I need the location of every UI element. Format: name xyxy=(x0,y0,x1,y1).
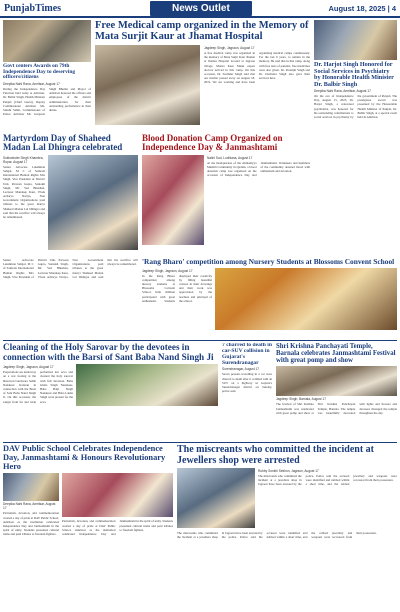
section-tag: News Outlet xyxy=(150,1,252,16)
story-body: The festival of Shri Krishna Janmashtami was celebrated with great pomp and show at Shri Krishna Panchayati Temple, Barnala. The temple was beautifully decorated with lights and flowers and devotees thronged the temple throughout the day. xyxy=(276,402,397,415)
story-photo xyxy=(314,20,397,60)
masthead xyxy=(0,0,400,18)
story-byline: Nalini Sud, Ludhiana, August 17 xyxy=(207,155,253,160)
story-photo xyxy=(215,268,397,330)
story-headline: 'Rang Bharo' competition among Nursery Students at Blossoms Convent School xyxy=(142,258,395,266)
story-dav-school xyxy=(3,445,173,609)
story-martyrdom xyxy=(3,134,138,256)
story-photo xyxy=(76,364,218,406)
divider xyxy=(3,340,397,341)
story-holy-sarovar xyxy=(3,343,218,439)
issue-date: August 18, 2025 | 4 xyxy=(328,3,396,13)
story-body: At the headquarters of the Ahmadiyya Muslim Community in Qadian, a blood donation camp was organized on the occasion of Independence Day and Janmashtami. Volunteers and members of the community donated blood with enthusiasm and devotion. xyxy=(207,160,310,178)
story-rang-bharo xyxy=(142,258,397,338)
story-govt-awards xyxy=(3,20,91,130)
story-headline: 7 charred to death in car-SUV collision in Gujarat's Surendranagar xyxy=(222,343,272,366)
story-body: On the eve of Independence Day, August 15, 2025, Dr. Harjot Singh, a renowned psychiatrist, was honored for his outstanding contributions to social services in psychiatry by the government of Punjab. The prestigious award was presented by the Honourable Health Minister of Punjab, Dr. Balbir Singh, at a special event held in Amritsar. xyxy=(314,94,397,119)
story-body: In the Rang Bharo competition among nursery students at Blossoms Convent School, little children participated with great enthusiasm. Students displayed their creativity by filling beautiful colours in their drawings and their work was appreciated by the teachers and principal of the school. xyxy=(142,273,212,303)
story-headline: Cleaning of the Holy Sarovar by the devotees in connection with the Barsi of Sant Baba Nand Singh Ji xyxy=(3,343,214,362)
story-headline: Shri Krishna Panchayati Temple, Barnala celebrates Janmashtami Festival with great pomp and show xyxy=(276,343,396,365)
story-photo xyxy=(48,155,138,250)
story-body: Preparations are underway on a war footing at the historical Gurdwara Sahib Nanaksar Kaleran in connection with the Barsi of Sant Baba Nand Singh Ji. On this occasion, the sangat from far and wide performed kar seva and cleaned the holy sarovar with full devotion. Baba Ghala Singh Nanaksar, Baba Balji Singh Nanaksar and Baba Lakha Singh were present for the seva. xyxy=(3,370,73,404)
story-headline: Dr. Harjot Singh Honored for Social Services in Psychiatry by Honorable Health Minister Dr. Balbir Singh xyxy=(314,61,394,88)
story-headline: Blood Donation Camp Organized on Independence Day & Janmashtami xyxy=(142,134,283,153)
story-body: The miscreants who committed the incident at a jewellers shop in Jagraon have been arrested by the police. Police said the accused were identified and nabbed within a short time, and the robbed jewellery and weapons were recovered from their possession. xyxy=(177,531,377,540)
story-photo xyxy=(142,155,204,245)
story-headline: DAV Public School Celebrates Independence Day, Janmashtami & Honours Revolutionary Hero xyxy=(3,445,166,471)
story-body: Patriotism, devotion, and commemoration created a day of pride at DAV Public School, Amritsar as the institution celebrated Independence Day and Janmashtami in the spirit of unity. Students presented cultural items and paid tributes to freedom fighters. xyxy=(3,511,59,537)
story-headline: The miscreants who committed the incident at Jewellers shop were arrested xyxy=(177,445,375,466)
story-byline: Sukhwinder Singh Khambra, Ropar, August 17 xyxy=(3,155,44,164)
story-photo xyxy=(177,468,255,528)
story-headline: Govt centers Awards on 79th Independence Day to deserving officers/citizens xyxy=(3,63,76,81)
story-gujarat xyxy=(222,343,272,439)
story-photo xyxy=(95,45,200,125)
story-body: Senior Advocate Lakshman Sehgal, M C of Samrala International Human Rights Mrs Singh, Vice President of District Unit, Parveen Gupta, Santokh Singh, Mr. Ved Bhushan, Lecturer Mandeep Kaur, Vivek Acharya Nariya, Non Government Organizations paid tributes to the great martyr Shaheed Madan Lal Dhingra and said that his sacrifice will always be remembered. xyxy=(3,164,45,219)
story-shri-krishna xyxy=(276,343,397,439)
story-body: Seven persons travelling in a car were charred to death after it collided with an SUV on a highway in Gujarat's Surendranagar district on Sunday, police said. xyxy=(222,372,272,394)
story-headline: Martyrdom Day of Shaheed Madan Lal Dhingra celebrated xyxy=(3,134,123,153)
story-harjot xyxy=(314,20,397,185)
divider xyxy=(3,442,397,443)
story-byline: Jagdeep Singh, Jagraon, August 17 xyxy=(142,268,193,273)
story-headline: Free Medical camp organized in the Memory of Mata Surjit Kaur at Jhamat Hospital xyxy=(95,20,309,43)
story-blood-donation xyxy=(142,134,310,256)
story-byline: Deepika Nahi Rana, Amritsar, August 17 xyxy=(314,89,371,93)
story-photo xyxy=(3,20,91,62)
story-byline: Jagdeep Singh, Jagraon, August 17 xyxy=(3,365,54,370)
brand-logo: PunjabTimes xyxy=(4,2,62,14)
story-photo xyxy=(276,366,397,396)
story-body: Patriotism, devotion, and commemoration created a day of pride at DAV Public School, Amritsar as the institution celebrated Independence Day and Janmashtami in the spirit of unity. Students presented cultural items and paid tributes to freedom fighters. xyxy=(62,519,173,536)
story-byline: Jagdeep Singh, Jagraon, August 17 xyxy=(204,46,255,51)
story-byline: Deepika Nahi Rana, Amritsar, August 17 xyxy=(3,82,60,87)
story-miscreants xyxy=(177,445,397,609)
story-byline: Jagdeep Singh, Barnala, August 17 xyxy=(276,397,326,402)
story-medical-camp xyxy=(95,20,310,130)
story-photo xyxy=(62,473,173,517)
story-body: During the Independence Day Function held today at Amritsar, Dr. Balbir Singh, Health Minister Punjab (Chief Guest), Deputy Commissioner Amritsar Ms. Sakshi Sahni, Commissioner of Police Amritsar Mr. Gurpreet Singh Bhullar and Mayor of Amritsar honored the officers and employees of the district Administration for their outstanding performance in their duties. xyxy=(3,87,91,117)
story-body: The miscreants who committed the incident at a jewellers shop in Jagraon have been arrested by the police. Police said the accused were identified and nabbed within a short time, and the robbed jewellery and weapons were recovered from their possession. xyxy=(258,474,397,487)
story-body: Senior Advocate Lakshman Sehgal, M C of Samrala International Human Rights Mrs Singh, Vice President of District Unit, Parveen Gupta, Santokh Singh, Mr. Ved Bhushan, Lecturer Mandeep Kaur, Vivek Acharya Nariya, Non Government Organizations paid tributes to the great martyr Shaheed Madan Lal Dhingra and said that his sacrifice will always be remembered. xyxy=(3,258,138,279)
story-body: A free medical camp was organized in the memory of Mata Surjit Kaur Jhamat at Jhamat Hospital located at Jagraon village. Mansa Kaur Mann expert doctors arrived in this camp. On this occasion, Dr. Surinder Singh said that our mother passed away on August 18, 2019. We are working and have been organizing medical camps continuously. For the last 6 years, to remain in the memory. He said that in this camp, along with free tests of patients, free medicines were also given. Dr. Paramjit Singh and Dr. Davinder Singh also gave their services here. xyxy=(204,51,310,85)
story-byline: Rubby Sonkhi Sekhon, Jagraon, August 17 xyxy=(258,469,319,473)
story-martyrdom-continued xyxy=(3,258,138,338)
story-byline: Deepika Nahi Rana, Amritsar, August 17 xyxy=(3,502,56,511)
story-byline: Surendranagar, August 17 xyxy=(222,367,260,372)
story-photo xyxy=(3,473,59,501)
